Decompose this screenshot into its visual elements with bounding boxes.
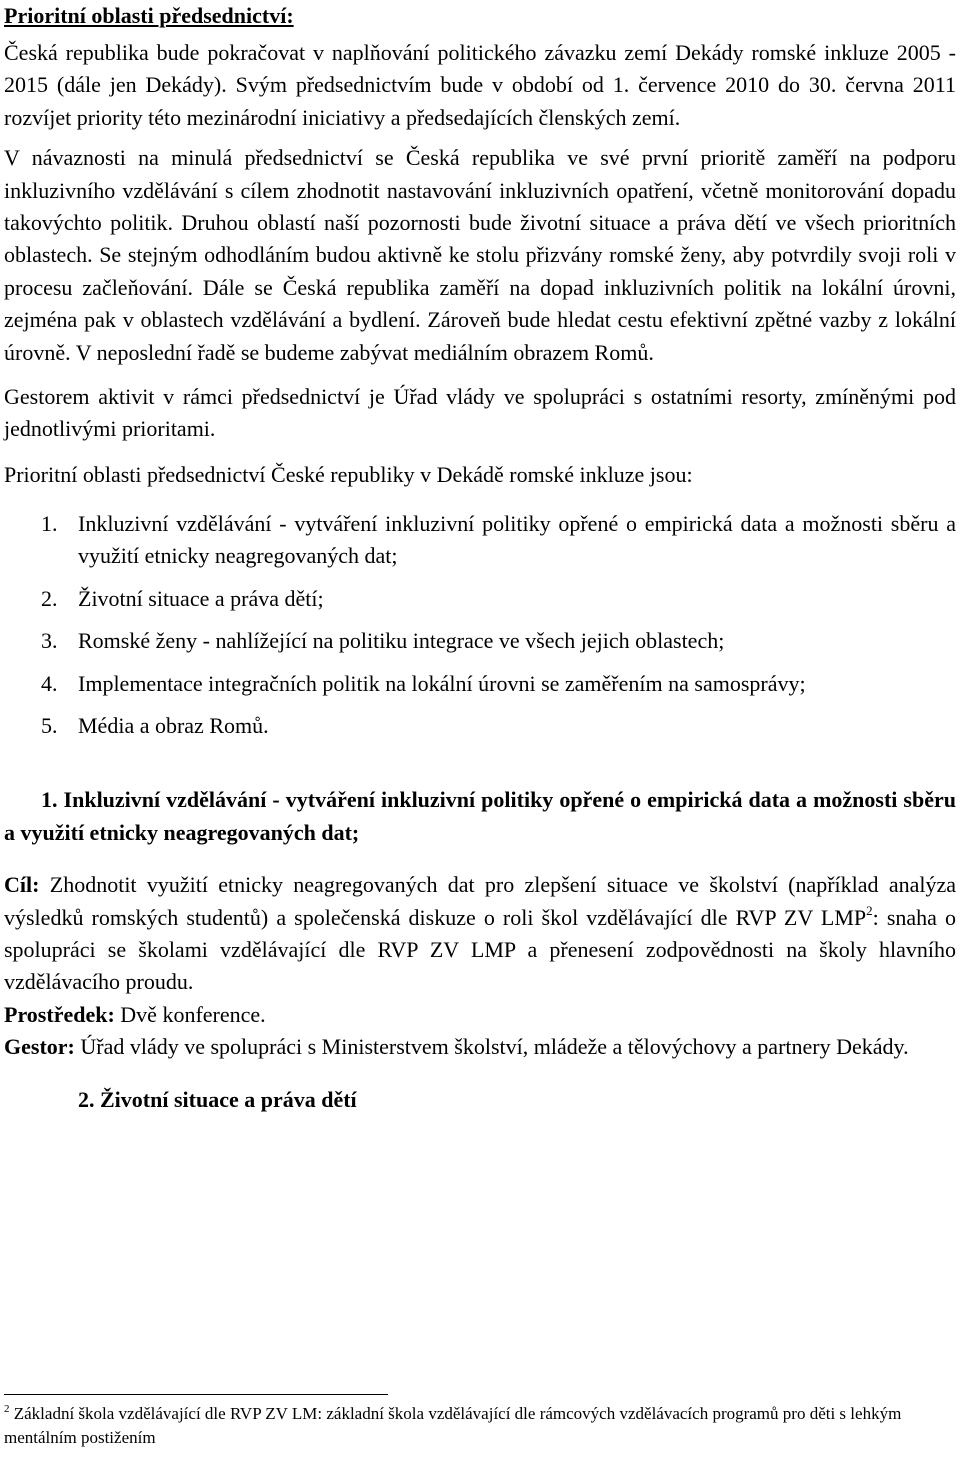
list-item bbox=[4, 625, 956, 657]
footnote bbox=[4, 1402, 956, 1450]
list-item bbox=[4, 668, 956, 700]
section1-heading bbox=[4, 784, 956, 849]
list-item-text: Média a obraz Romů. bbox=[78, 712, 269, 738]
footnote-reference: 2 bbox=[866, 902, 873, 918]
section1-goal bbox=[4, 869, 956, 999]
intro-paragraph: Česká republika bude pokračovat v naplňování politického závazku zemí Dekády romské inkluze 2005 - 2015 (dále jen Dekády). Svým předsednictvím bude v období od 1. července 2010 do 30. června 2011 rozvíjet priority této mezinárodní iniciativy a předsedajících členských zemí. bbox=[4, 40, 956, 130]
document-heading: Prioritní oblasti předsednictví: bbox=[4, 3, 294, 28]
list-item-text: Romské ženy - nahlížející na politiku integrace ve všech jejich oblastech; bbox=[78, 628, 725, 654]
section1-title: Inkluzivní vzdělávání - vytváření inkluzivní politiky opřené o empirická data a možnosti sběru a využití etnicky neagregovaných dat; bbox=[4, 787, 956, 845]
list-item-text: Inkluzivní vzdělávání - vytváření inkluzivní politiky opřené o empirická data a možnosti sběru a využití etnicky neagregovaných dat; bbox=[78, 510, 956, 569]
gestor-paragraph: Gestorem aktivit v rámci předsednictví je Úřad vlády ve spolupráci s ostatními resorty, zmíněnými pod jednotlivými prioritami. bbox=[4, 384, 956, 442]
means-label: Prostředek: bbox=[4, 1001, 115, 1027]
list-item bbox=[4, 508, 956, 573]
means-text: Dvě konference. bbox=[120, 1001, 266, 1027]
goal-text-a: Zhodnotit využití etnicky neagregovaných dat pro zlepšení situace ve školství (například analýza výsledků romských studentů) a společenská diskuze o roli škol vzdělávající dle RVP ZV LMP bbox=[4, 872, 957, 930]
priorities-heading: Prioritní oblasti předsednictví České republiky v Dekádě romské inkluze jsou: bbox=[4, 461, 693, 487]
goal-label: Cíl: bbox=[4, 872, 40, 898]
list-item bbox=[4, 583, 956, 615]
list-item-text: Životní situace a práva dětí; bbox=[78, 585, 324, 611]
document-page bbox=[4, 0, 956, 1116]
list-item-number: 5. bbox=[41, 712, 58, 738]
section1-gestor bbox=[4, 1031, 956, 1063]
gestor-label: Gestor: bbox=[4, 1034, 75, 1060]
list-item-number: 2. bbox=[41, 585, 58, 611]
section1-number: 1. bbox=[41, 787, 58, 813]
list-item-number: 4. bbox=[41, 670, 58, 696]
footnote-text: Základní škola vzdělávající dle RVP ZV LM: základní škola vzdělávající dle rámcových vzdělávacích programů pro děti s lehkým mentálním postižením bbox=[4, 1404, 902, 1447]
gestor-text: Úřad vlády ve spolupráci s Ministerstvem školství, mládeže a tělovýchovy a partnery Dekády. bbox=[80, 1034, 909, 1060]
section2-heading: 2. Životní situace a práva dětí bbox=[78, 1086, 357, 1112]
list-item-text: Implementace integračních politik na lokální úrovni se zaměřením na samosprávy; bbox=[78, 670, 806, 696]
footnote-number: 2 bbox=[4, 1403, 10, 1415]
list-item-number: 1. bbox=[41, 510, 58, 536]
footnote-divider bbox=[4, 1394, 388, 1395]
priority-list bbox=[4, 508, 956, 742]
section1-means bbox=[4, 999, 956, 1031]
goal-text-b: : snaha o spolupráci se školami vzdělávající dle RVP ZV LMP a přenesení zodpovědnosti na školy hlavního vzdělávacího proudu. bbox=[4, 904, 957, 995]
list-item bbox=[4, 710, 956, 742]
list-item-number: 3. bbox=[41, 628, 58, 654]
continuation-paragraph: V návaznosti na minulá předsednictví se Česká republika ve své první prioritě zaměří na podporu inkluzivního vzdělávání s cílem zhodnotit nastavování inkluzivních opatření, včetně monitorování dopadu takovýchto politik. Druhou oblastí naší pozornosti bude životní situace a práva dětí ve všech prioritních oblastech. Se stejným odhodláním budou aktivně ke stolu přizvány romské ženy, aby potvrdily svoji roli v procesu začleňování. Dále se Česká republika zaměří na dopad inkluzivních politik na lokální úrovni, zejména pak v oblastech vzdělávání a bydlení. Zároveň bude hledat cestu efektivní zpětné vazby z lokální úrovně. V neposlední řadě se budeme zabývat mediálním obrazem Romů. bbox=[4, 145, 956, 365]
